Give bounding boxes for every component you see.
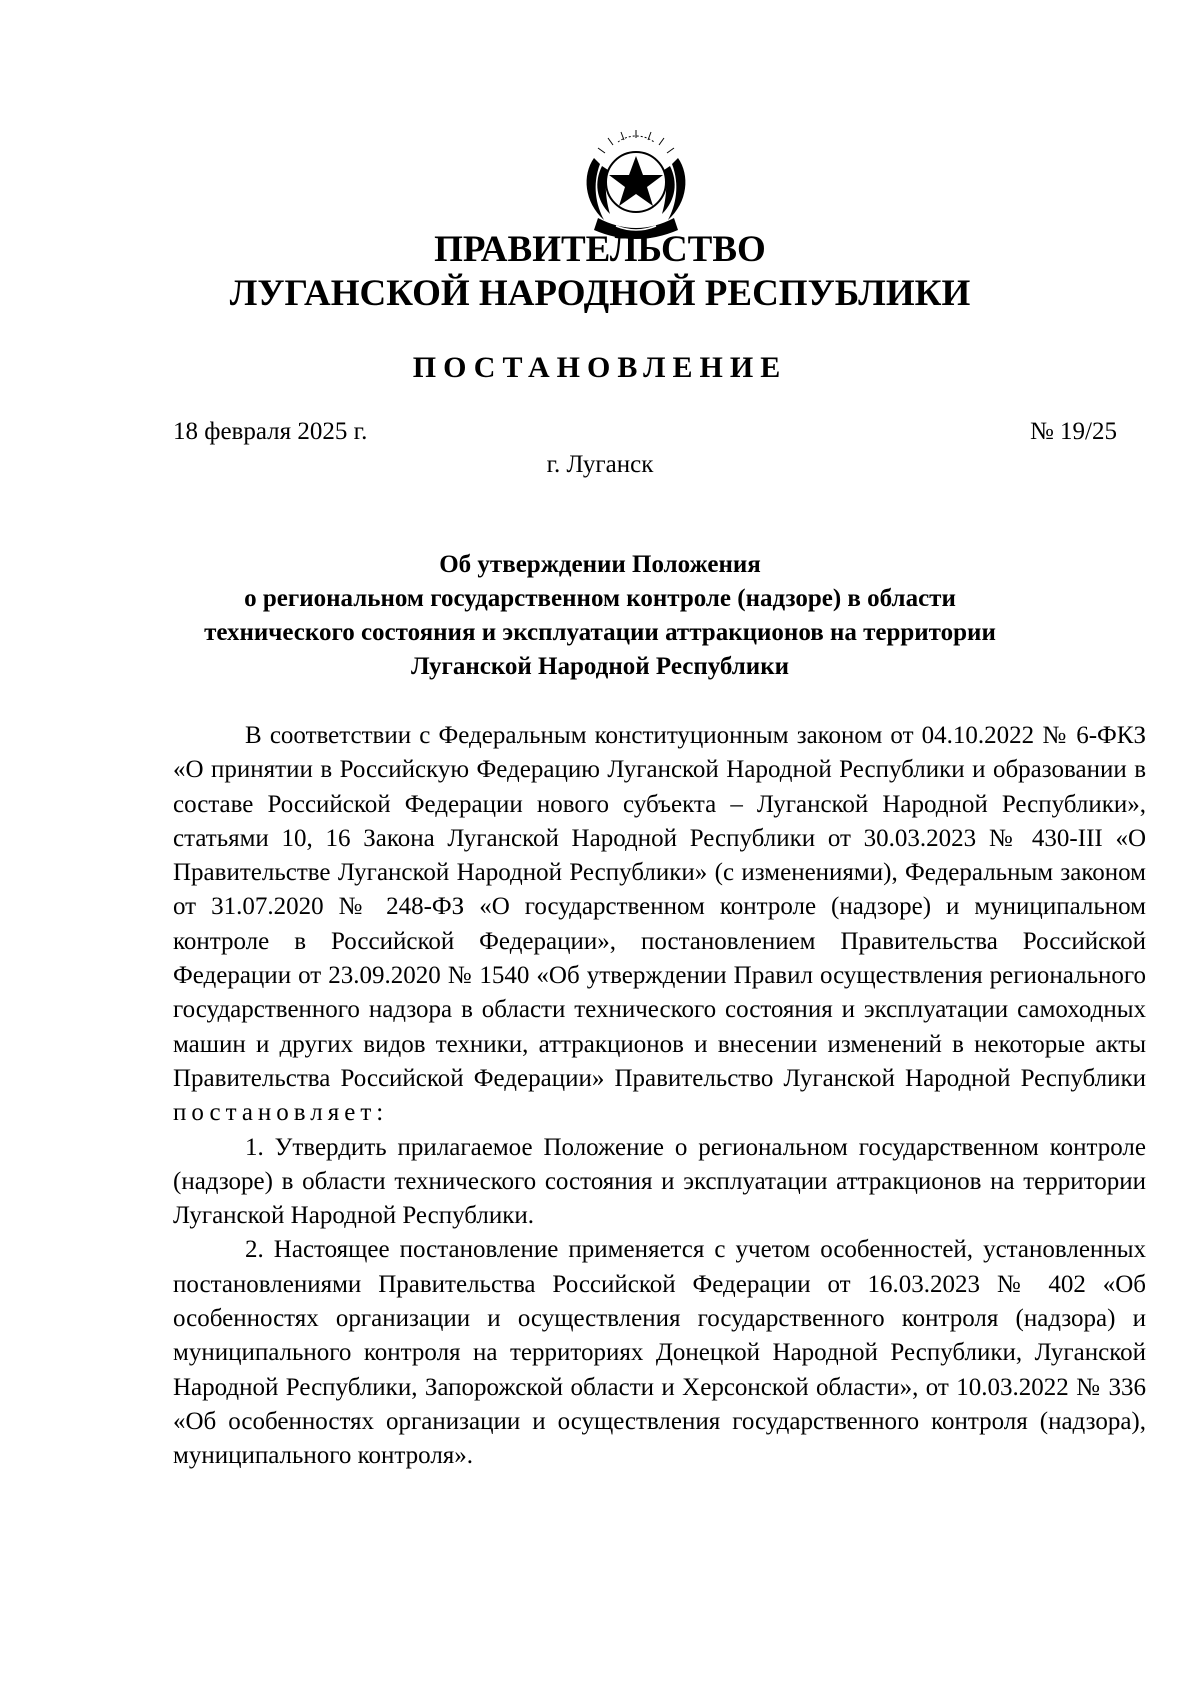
document-number: № 19/25 [1029, 418, 1117, 445]
document-date: 18 февраля 2025 г. [173, 418, 368, 445]
item-1-paragraph: 1. Утвердить прилагаемое Положение о региональном государственном контроле (надзоре) в области технического состояния и эксплуатации аттракционов на территории Луганской Народной Республики. [173, 1133, 1146, 1230]
subject-line-4: Луганской Народной Республики [410, 653, 790, 680]
government-title [0, 228, 1200, 316]
preamble-paragraph [173, 719, 1146, 1131]
subject-line-2: о региональном государственном контроле (надзоре) в области [244, 585, 956, 612]
preamble-text: В соответствии с Федеральным конституционным законом от 04.10.2022 № 6-ФКЗ «О принятии в Российскую Федерацию Луганской Народной Республики и образовании в составе Российской Федерации нового субъекта – Луганской Народной Республики», статьями 10, 16 Закона Луганской Народной Республики от 30.03.2023 № 430-III «О Правительстве Луганской Народной Республики» (с изменениями), Федеральным законом от 31.07.2020 № 248-ФЗ «О государственном контроле (надзоре) и муниципальном контроле в Российской Федерации», постановлением Правительства Российской Федерации от 23.09.2020 № 1540 «Об утверждении Правил осуществления регионального государственного надзора в области технического состояния и эксплуатации самоходных машин и других видов техники, аттракционов и внесении изменений в некоторые акты Правительства Российской Федерации» Правительство Луганской Народной Республики [173, 722, 1146, 1092]
coat-of-arms-icon [576, 130, 696, 242]
document-city: г. Луганск [546, 451, 654, 478]
resolves-word: постановляет: [173, 1099, 389, 1127]
government-line-2: ЛУГАНСКОЙ НАРОДНОЙ РЕСПУБЛИКИ [229, 273, 971, 314]
subject-line-3: технического состояния и эксплуатации аттракционов на территории [204, 619, 996, 646]
government-line-1: ПРАВИТЕЛЬСТВО [434, 229, 766, 270]
document-body [173, 719, 1146, 1474]
document-subject [150, 548, 1050, 684]
item-2-paragraph: 2. Настоящее постановление применяется с учетом особенностей, установленных постановлениями Правительства Российской Федерации от 16.03.2023 № 402 «Об особенностях организации и осуществления государственного контроля (надзора) и муниципального контроля на территориях Донецкой Народной Республики, Луганской Народной Республики, Запорожской области и Херсонской области», от 10.03.2022 № 336 «Об особенностях организации и осуществления государственного контроля (надзора), муниципального контроля». [173, 1236, 1146, 1470]
subject-line-1: Об утверждении Положения [439, 551, 761, 578]
document-type: ПОСТАНОВЛЕНИЕ [412, 351, 788, 384]
